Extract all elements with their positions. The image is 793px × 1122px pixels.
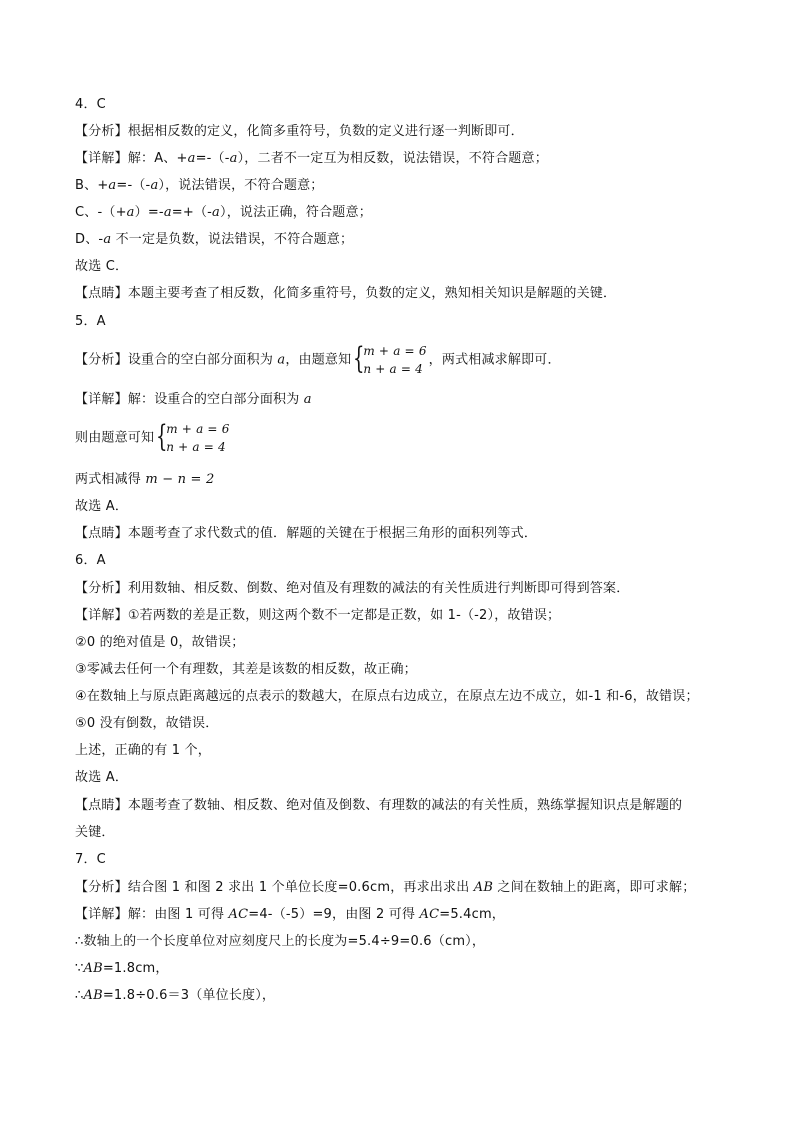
q6-analysis: 【分析】利用数轴、相反数、倒数、绝对值及有理数的减法的有关性质进行判断即可得到答案．	[75, 581, 630, 596]
q4-comment: 【点睛】本题主要考查了相反数，化简多重符号，负数的定义，熟知相关知识是解题的关键．	[75, 286, 617, 301]
q7-analysis: 【分析】结合图 1 和图 2 求出 1 个单位长度=0.6cm，再求出求出 AB 之间在数轴上的距离，即可求解；	[75, 880, 696, 895]
q6-choose: 故选 A．	[75, 770, 129, 785]
q7-detail: 【详解】解：由图 1 可得 AC=4-（-5）=9，由图 2 可得 AC=5.4cm，	[75, 907, 506, 922]
q6-detail: 【详解】①若两数的差是正数，则这两个数不一定都是正数，如 1-（-2），故错误；	[75, 608, 561, 623]
q5-choose: 故选 A．	[75, 499, 129, 514]
q4-option-b: B、+a=-（-a），说法错误，不符合题意；	[75, 178, 324, 193]
q6-item-2: ②0 的绝对值是 0，故错误；	[75, 635, 245, 650]
q7-answer: 7．C	[75, 852, 106, 867]
equation-system: { m + a = 6 n + a = 4	[156, 419, 230, 454]
q5-subtract: 两式相减得 m − n = 2	[75, 472, 215, 487]
q7-step-4: ∴AB=1.8÷0.6＝3（单位长度），	[75, 988, 276, 1003]
q5-answer: 5．A	[75, 314, 106, 329]
q4-answer: 4．C	[75, 97, 106, 112]
q5-detail: 【详解】解：设重合的空白部分面积为 a	[75, 392, 312, 407]
q6-comment: 【点睛】本题考查了数轴、相反数、绝对值及倒数、有理数的减法的有关性质，熟练掌握知识点是解题的	[75, 798, 683, 813]
q4-detail: 【详解】解：A、+a=-（-a），二者不一定互为相反数，说法错误，不符合题意；	[75, 151, 548, 166]
q5-comment: 【点睛】本题考查了求代数式的值．解题的关键在于根据三角形的面积列等式．	[75, 526, 538, 541]
q4-option-c: C、-（+a）=-a=+（-a），说法正确，符合题意；	[75, 205, 372, 220]
q7-step-2: ∴数轴上的一个长度单位对应刻度尺上的长度为=5.4÷9=0.6（cm），	[75, 934, 486, 949]
q6-item-5: ⑤0 没有倒数，故错误．	[75, 716, 219, 731]
q4-choose: 故选 C．	[75, 259, 129, 274]
q6-item-3: ③零减去任何一个有理数，其差是该数的相反数，故正确；	[75, 662, 417, 677]
q6-item-4: ④在数轴上与原点距离越远的点表示的数越大，在原点右边成立，在原点左边不成立，如-1 和-6，故错误；	[75, 689, 699, 704]
q6-summary: 上述，正确的有 1 个，	[75, 743, 211, 758]
q4-analysis: 【分析】根据相反数的定义，化简多重符号，负数的定义进行逐一判断即可．	[75, 124, 524, 139]
q5-analysis: 【分析】设重合的空白部分面积为 a，由题意知 { m + a = 6 n + a = 4 ，两式相减求解即可．	[75, 341, 561, 376]
q6-answer: 6．A	[75, 553, 106, 568]
q5-then: 则由题意可知 { m + a = 6 n + a = 4	[75, 419, 230, 454]
q4-option-d: D、-a 不一定是负数，说法错误，不符合题意；	[75, 232, 354, 247]
equation-system: { m + a = 6 n + a = 4	[353, 341, 427, 376]
q7-step-3: ∵AB=1.8cm，	[75, 961, 169, 976]
q6-comment-cont: 关键．	[75, 825, 115, 840]
